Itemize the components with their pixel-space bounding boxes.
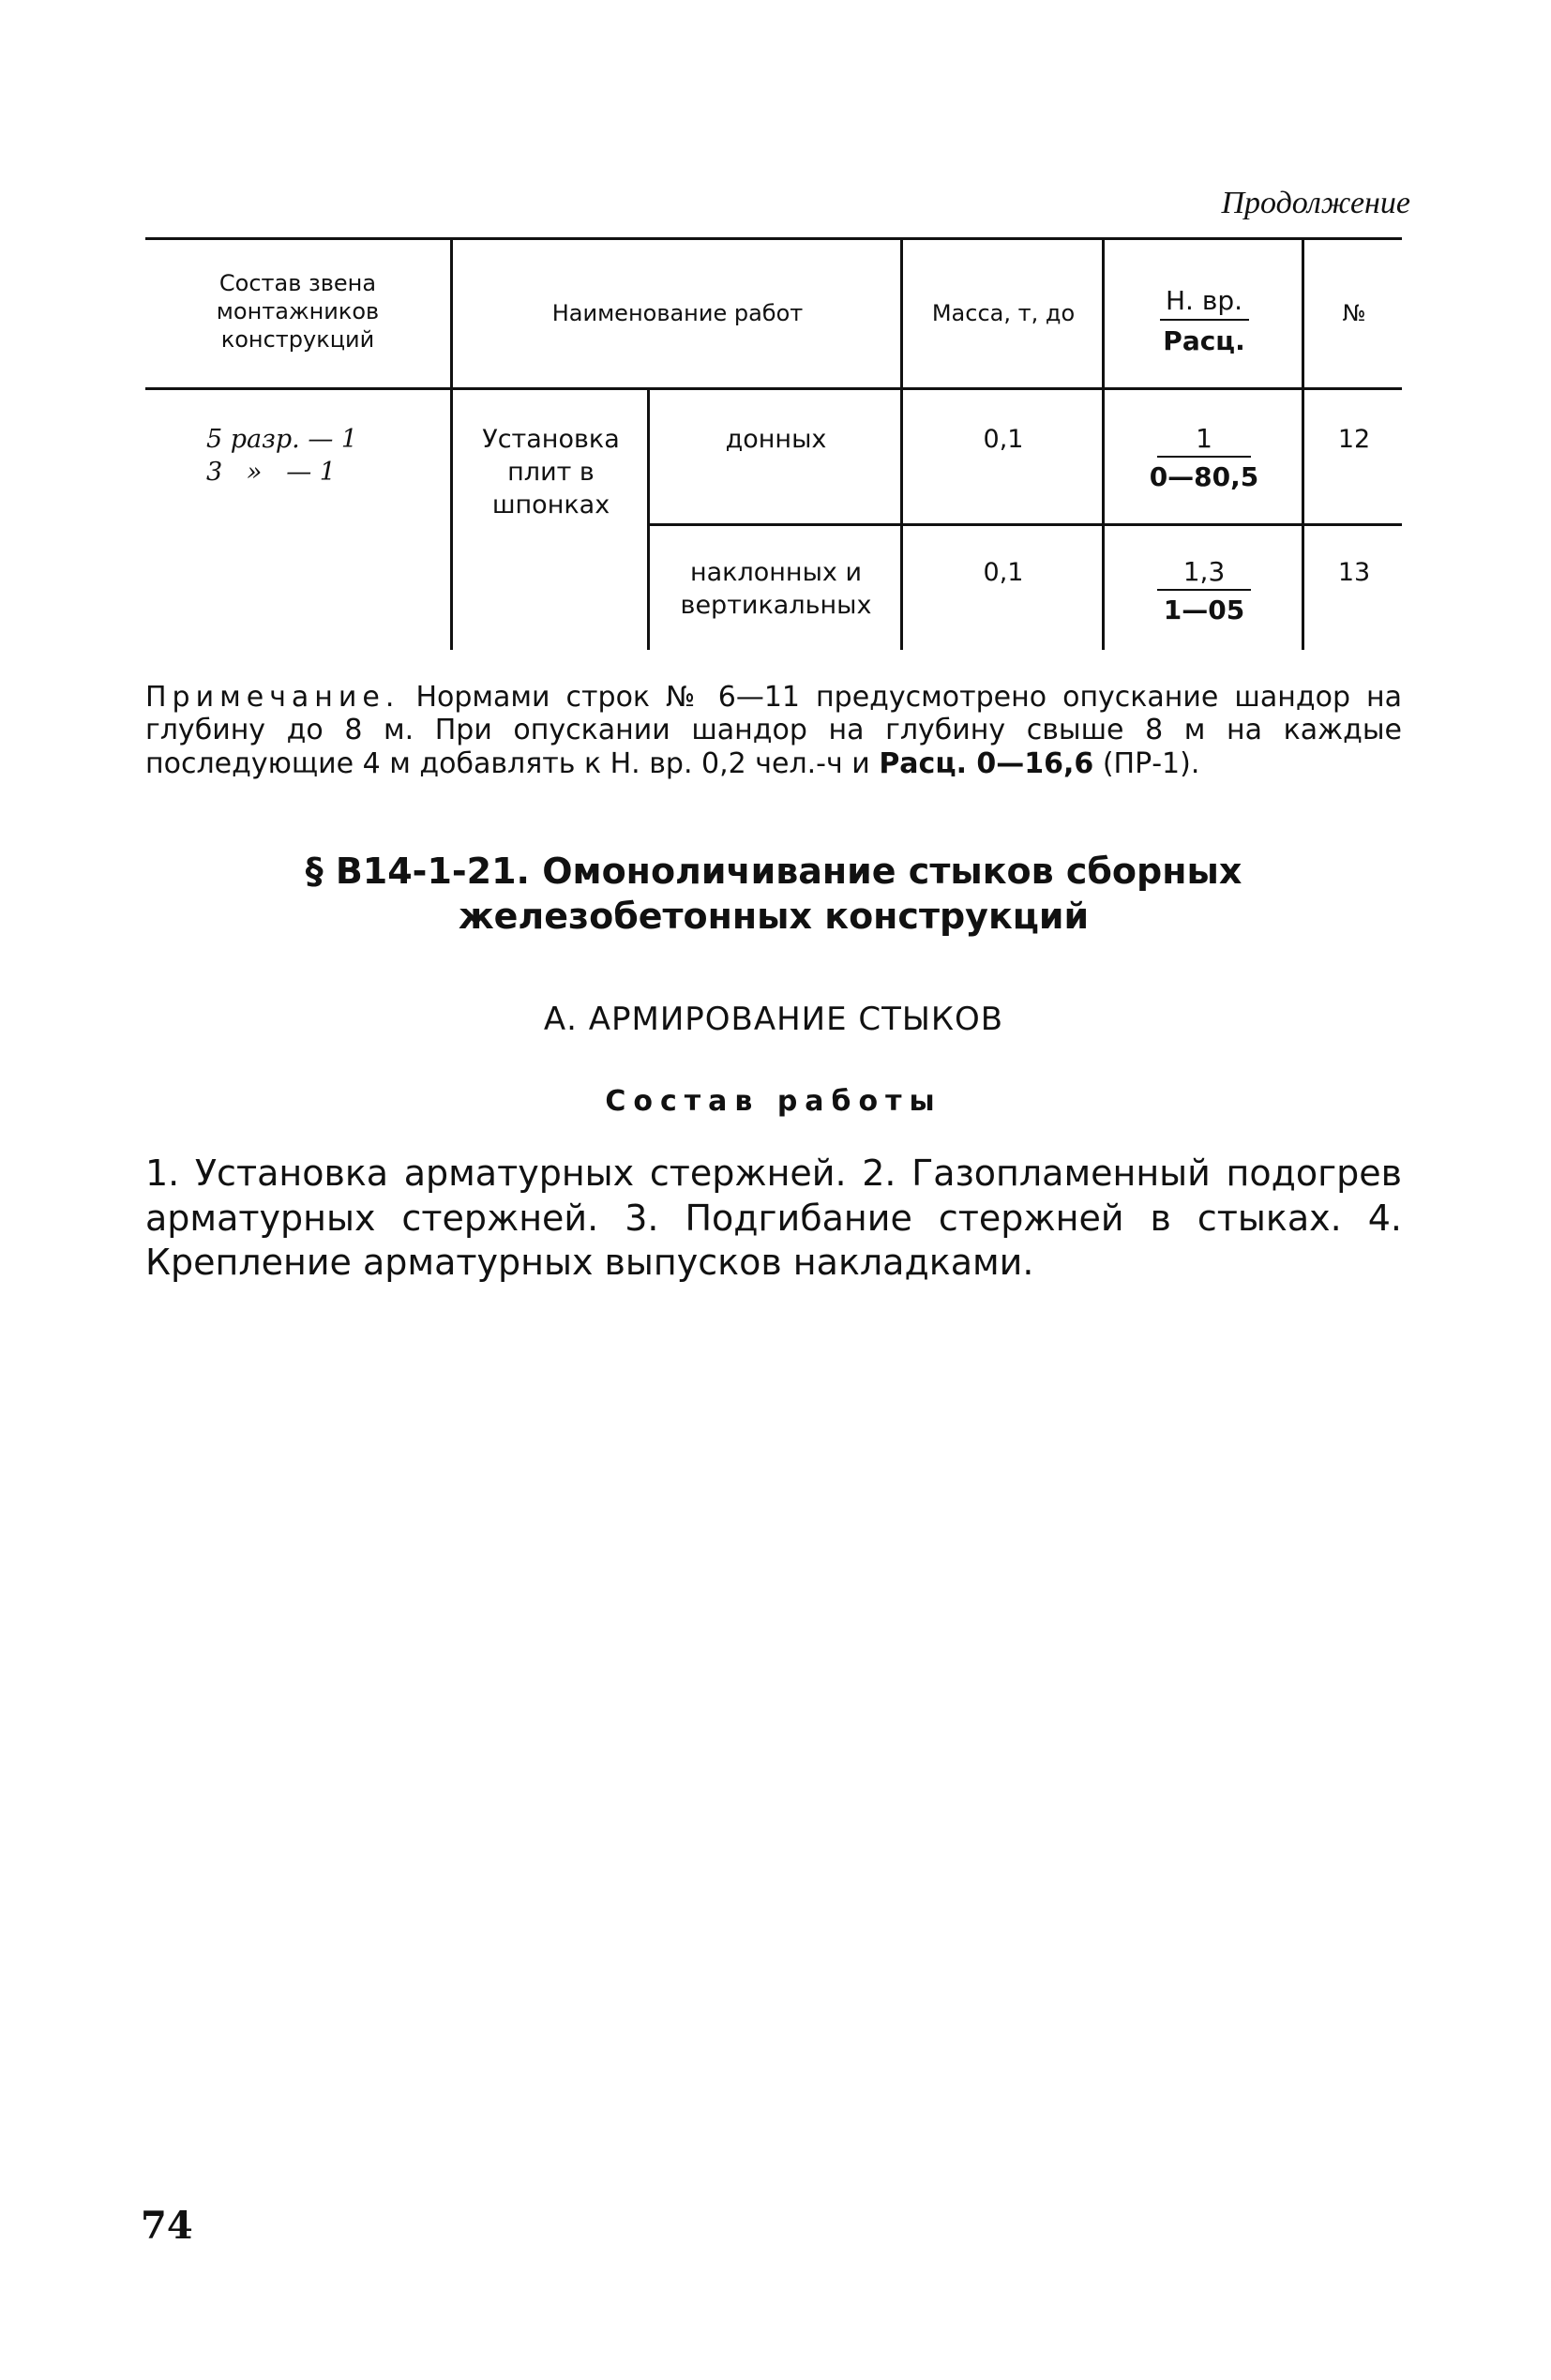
row-norm	[1107, 556, 1302, 625]
row-no: 13	[1337, 558, 1371, 587]
note-label: Примечание.	[145, 681, 400, 714]
table-col-rule	[450, 237, 453, 650]
row-mass: 0,1	[983, 425, 1024, 454]
header-mass: Масса, т, до	[931, 300, 1076, 326]
norms-table	[145, 237, 1402, 650]
row-work-detail: наклонных и вертикальных	[680, 558, 872, 621]
work-composition-heading: Состав работы	[605, 1085, 942, 1118]
row-mass: 0,1	[983, 558, 1024, 587]
section-title-line: § В14-1-21. Омоноличивание стыков сборных	[305, 851, 1242, 892]
row-work-detail: донных	[725, 425, 827, 454]
table-note	[145, 681, 1402, 780]
subsection-heading: А. АРМИРОВАНИЕ СТЫКОВ	[543, 1001, 1004, 1038]
header-rate-label: Расц.	[1163, 325, 1245, 356]
note-rate: Расц. 0—16,6	[879, 746, 1094, 780]
row-no: 12	[1337, 425, 1371, 454]
row-norm-value: 1,3	[1157, 556, 1251, 591]
work-composition-text: 1. Установка арматурных стержней. 2. Газопламенный подогрев арматурных стержней. 3. Подгибание стержней в стыках. 4. Крепление арматурных выпусков накладками.	[145, 1152, 1402, 1283]
table-top-rule	[145, 237, 1402, 240]
table-col-rule	[900, 237, 903, 650]
table-row-rule	[647, 523, 1402, 526]
row-rate-value: 0—80,5	[1149, 461, 1259, 492]
table-col-rule	[1102, 237, 1105, 650]
note-text: Нормами строк № 6—11 предусмотрено опускание шандор на глубину до 8 м. При опускании шандор на глубину свыше 8 м на каждые последующие 4 м добавлять к Н. вр. 0,2 чел.-ч и	[145, 681, 1402, 780]
continuation-label: Продолжение	[1221, 186, 1410, 220]
header-no: №	[1342, 300, 1366, 326]
header-norm-label: Н. вр.	[1160, 284, 1249, 321]
crew-line: 3 » — 1	[206, 458, 336, 488]
header-work: Наименование работ	[551, 300, 804, 326]
table-header-rule	[145, 387, 1402, 390]
page-number: 74	[141, 2204, 193, 2248]
crew-line: 5 разр. — 1	[206, 425, 358, 454]
row-norm	[1107, 423, 1302, 492]
crew-composition	[206, 423, 431, 489]
row-rate-value: 1—05	[1163, 595, 1245, 625]
note-text-end: (ПР-1).	[1102, 746, 1200, 780]
section-title	[145, 850, 1402, 939]
table-col-rule	[647, 387, 650, 650]
header-norm	[1107, 284, 1302, 357]
work-group: Установка плит в шпонках	[482, 425, 620, 520]
section-title-line: железобетонных конструкций	[458, 895, 1090, 937]
row-norm-value: 1	[1157, 423, 1251, 458]
table-col-rule	[1302, 237, 1304, 650]
header-crew: Состав звена монтажников конструкций	[216, 270, 380, 353]
